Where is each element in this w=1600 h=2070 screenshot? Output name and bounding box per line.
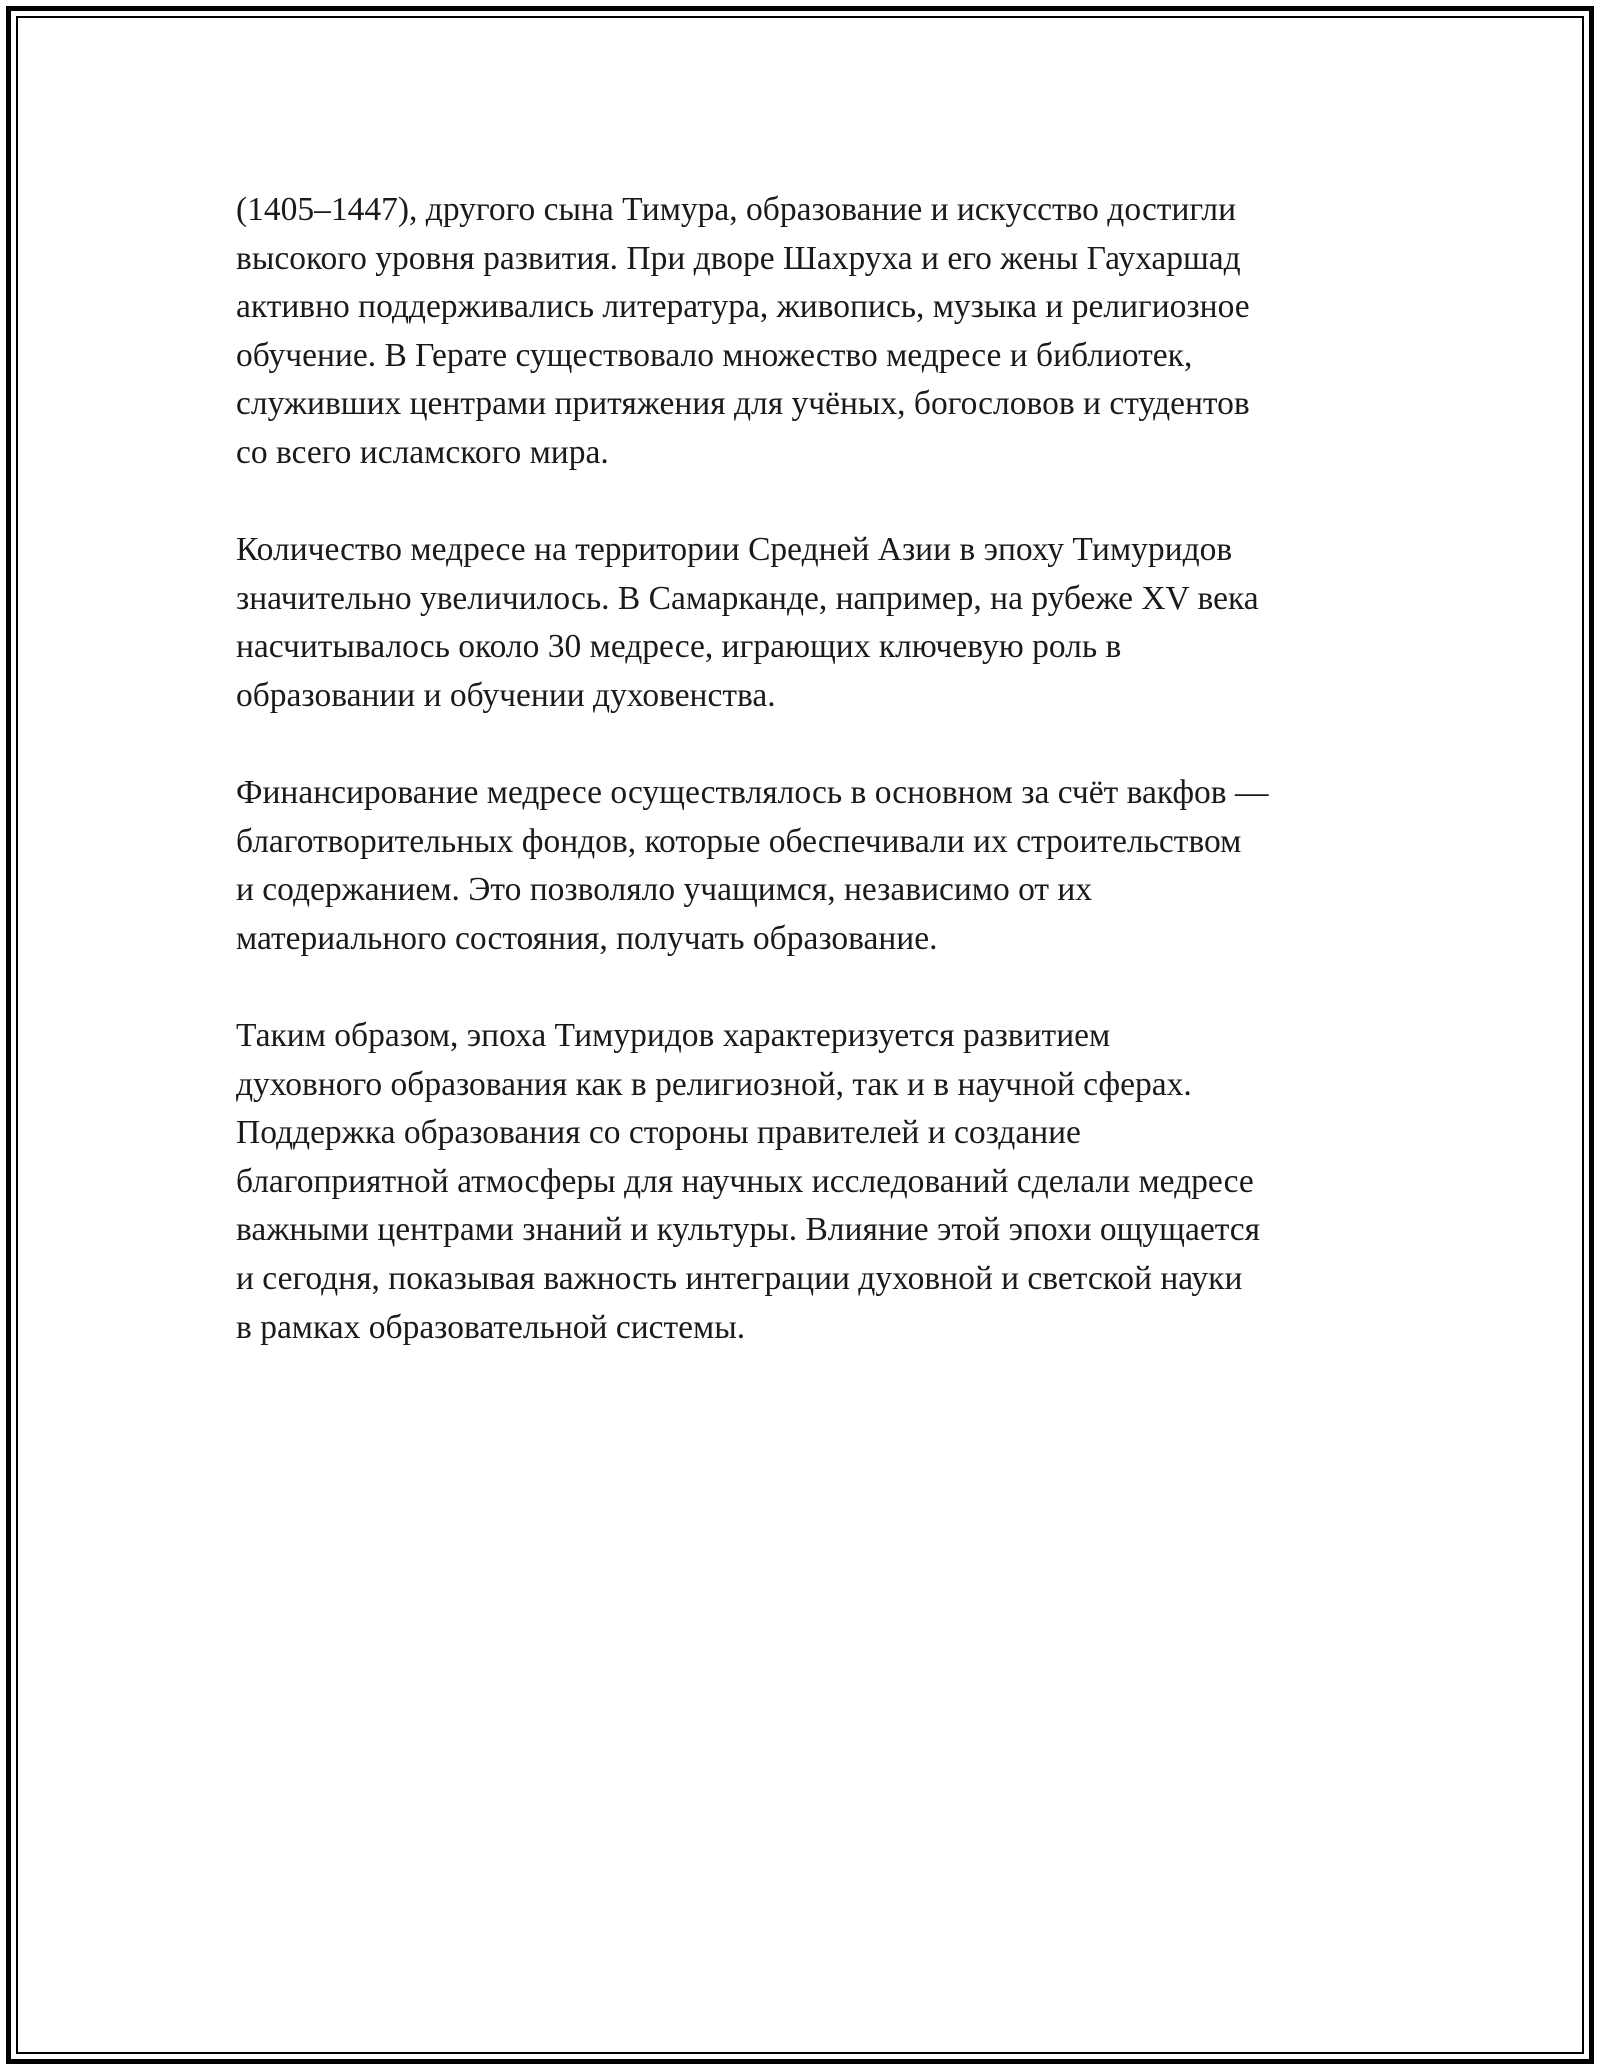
text-line: важными центрами знаний и культуры. Влияние этой эпохи ощущается: [236, 1211, 1261, 1249]
text-line: благоприятной атмосферы для научных исследований сделали медресе: [236, 1162, 1254, 1200]
text-line: высокого уровня развития. При дворе Шахруха и его жены Гаухаршад: [236, 239, 1241, 277]
text-line: Поддержка образования со стороны правителей и создание: [236, 1114, 1081, 1152]
text-line: активно поддерживались литература, живопись, музыка и религиозное: [236, 288, 1250, 326]
text-line: насчитывалось около 30 медресе, играющих ключевую роль в: [236, 628, 1122, 666]
text-line: Таким образом, эпоха Тимуридов характеризуется развитием: [236, 1017, 1111, 1055]
paragraph-3: [236, 769, 1386, 963]
text-line: Количество медресе на территории Средней Азии в эпоху Тимуридов: [236, 531, 1233, 569]
document-body: [236, 186, 1386, 1401]
text-line: служивших центрами притяжения для учёных, богословов и студентов: [236, 385, 1250, 423]
text-line: материального состояния, получать образование.: [236, 919, 938, 957]
text-line: в рамках образовательной системы.: [236, 1308, 746, 1346]
text-line: Финансирование медресе осуществлялось в основном за счёт вакфов —: [236, 774, 1269, 812]
paragraph-1: [236, 186, 1386, 478]
text-line: благотворительных фондов, которые обеспечивали их строительством: [236, 822, 1242, 860]
text-line: обучение. В Герате существовало множество медресе и библиотек,: [236, 336, 1193, 374]
text-line: значительно увеличилось. В Самарканде, например, на рубеже XV века: [236, 579, 1259, 617]
text-line: и сегодня, показывая важность интеграции духовной и светской науки: [236, 1260, 1243, 1298]
paragraph-2: [236, 526, 1386, 720]
text-line: (1405–1447), другого сына Тимура, образование и искусство достигли: [236, 191, 1237, 228]
paragraph-4: [236, 1012, 1386, 1352]
text-line: со всего исламского мира.: [236, 433, 609, 471]
text-line: духовного образования как в религиозной, так и в научной сферах.: [236, 1065, 1192, 1103]
text-line: образовании и обучении духовенства.: [236, 676, 776, 714]
text-line: и содержанием. Это позволяло учащимся, независимо от их: [236, 871, 1093, 909]
